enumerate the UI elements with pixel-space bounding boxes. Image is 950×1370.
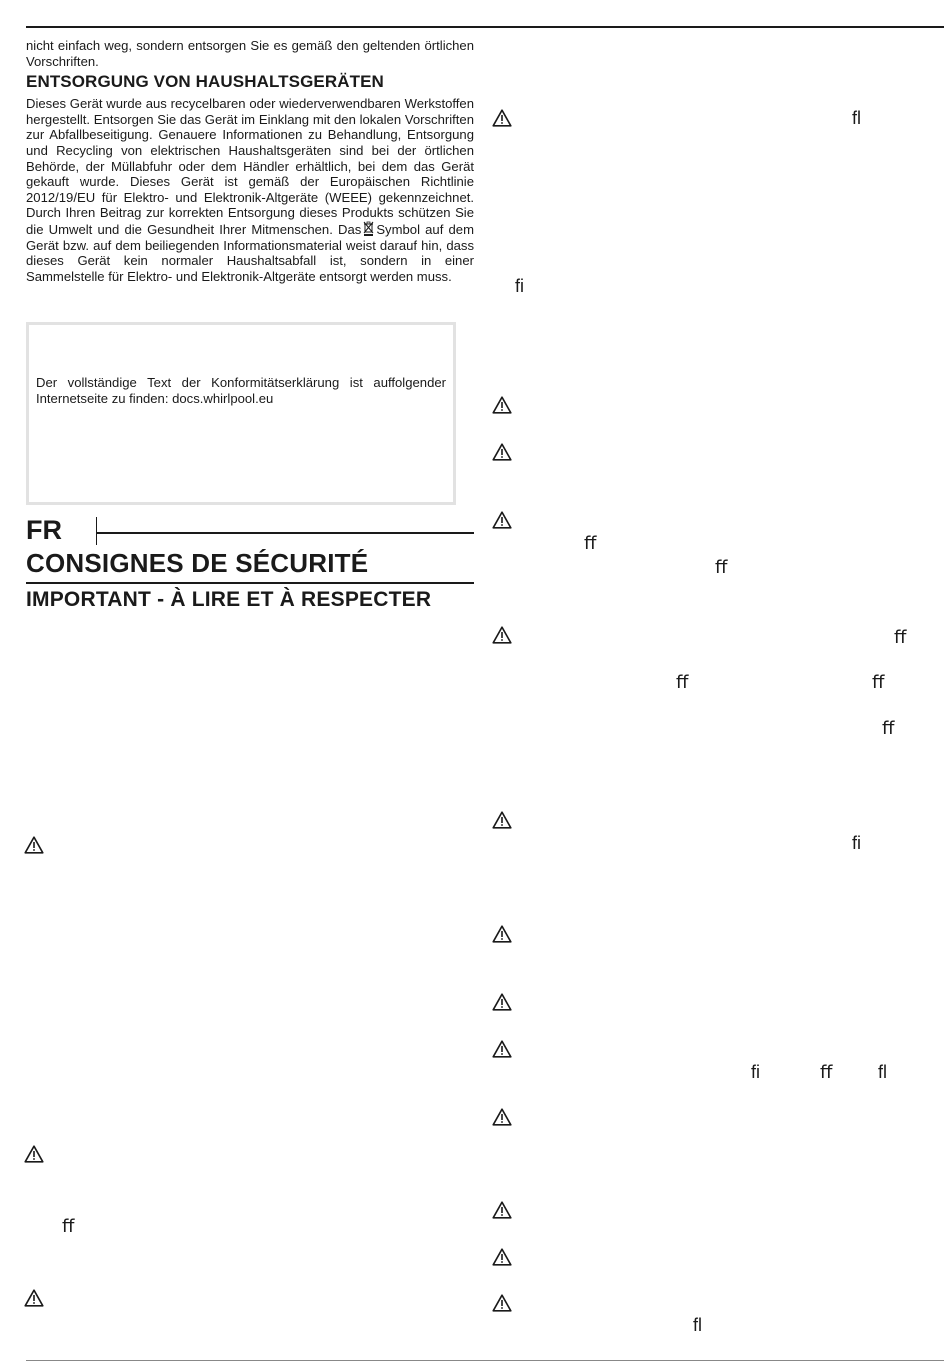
ligature-ff: ﬀ — [820, 1062, 833, 1082]
warning-icon — [24, 836, 44, 854]
ligature-fl: ﬂ — [878, 1062, 887, 1082]
ligature-ff: ﬀ — [715, 557, 728, 577]
ligature-fi: ﬁ — [515, 276, 524, 296]
safety-subtitle: IMPORTANT - À LIRE ET À RESPECTER — [26, 588, 432, 611]
language-code: FR — [26, 515, 62, 545]
ligature-ff: ﬀ — [676, 672, 689, 692]
disposal-text-part-2: Symbol auf dem Gerät bzw. auf dem beiliegenden Informationsmaterial weist darauf hin, dass dieses Gerät kein normaler Haushaltsabfall ist, sondern in einer Sammelstelle für Elektro- und Elektronik-Altgeräte entsorgt werden muss. — [26, 221, 474, 284]
warning-icon — [492, 925, 512, 943]
warning-icon — [492, 511, 512, 529]
ligature-ff: ﬀ — [584, 533, 597, 553]
warning-icon — [492, 1201, 512, 1219]
warning-icon — [492, 1294, 512, 1312]
title-rule — [26, 582, 474, 584]
footer-rule — [26, 1360, 944, 1361]
warning-icon — [492, 811, 512, 829]
language-rule — [96, 532, 474, 534]
declaration-box — [26, 322, 456, 505]
language-tick — [96, 517, 97, 545]
ligature-ff: ﬀ — [872, 672, 885, 692]
warning-icon — [492, 993, 512, 1011]
intro-paragraph: nicht einfach weg, sondern entsorgen Sie es gemäß den geltenden örtlichen Vorschriften. — [26, 38, 474, 69]
ligature-fl: ﬂ — [693, 1315, 702, 1335]
disposal-text-part-1: Dieses Gerät wurde aus recycelbaren oder wiederverwendbaren Werkstoffen hergestellt. Entsorgen Sie das Gerät im Einklang mit den lokalen Vorschriften zur Abfallbeseitigung. Genauere Informationen zu Behandlung, Entsorgung und Recycling von elektrischen Haushaltsgeräten sind bei der örtlichen Behörde, der Müllabfuhr oder dem Händler erhältlich, bei dem das Gerät gekauft wurde. Dieses Gerät ist gemäß der Europäischen Richtlinie 2012/19/EU für Elektro- und Elektronik-Altgeräte (WEEE) gekennzeichnet. Durch Ihren Beitrag zur korrekten Entsorgung dieses Produkts schützen Sie die Umwelt und die Gesundheit Ihrer Mitmenschen. Das — [26, 96, 474, 237]
ligature-fi: ﬁ — [751, 1062, 760, 1082]
weee-bin-icon — [363, 221, 374, 236]
warning-icon — [492, 1040, 512, 1058]
ligature-ff: ﬀ — [62, 1216, 75, 1236]
header-rule — [26, 26, 944, 28]
ligature-ff: ﬀ — [882, 718, 895, 738]
warning-icon — [24, 1289, 44, 1307]
warning-icon — [24, 1145, 44, 1163]
declaration-text: Der vollständige Text der Konformitätserklärung ist auffolgender Internetseite zu finden: docs.whirlpool.eu — [36, 375, 446, 406]
disposal-section — [26, 38, 474, 284]
ligature-fl: ﬂ — [852, 108, 861, 128]
safety-title: CONSIGNES DE SÉCURITÉ — [26, 548, 369, 578]
warning-icon — [492, 443, 512, 461]
warning-icon — [492, 1248, 512, 1266]
warning-icon — [492, 396, 512, 414]
ligature-fi: ﬁ — [852, 833, 861, 853]
ligature-ff: ﬀ — [894, 627, 907, 647]
warning-icon — [492, 626, 512, 644]
disposal-heading: ENTSORGUNG VON HAUSHALTSGERÄTEN — [26, 72, 384, 92]
warning-icon — [492, 1108, 512, 1126]
disposal-paragraph — [26, 96, 474, 284]
warning-icon — [492, 109, 512, 127]
